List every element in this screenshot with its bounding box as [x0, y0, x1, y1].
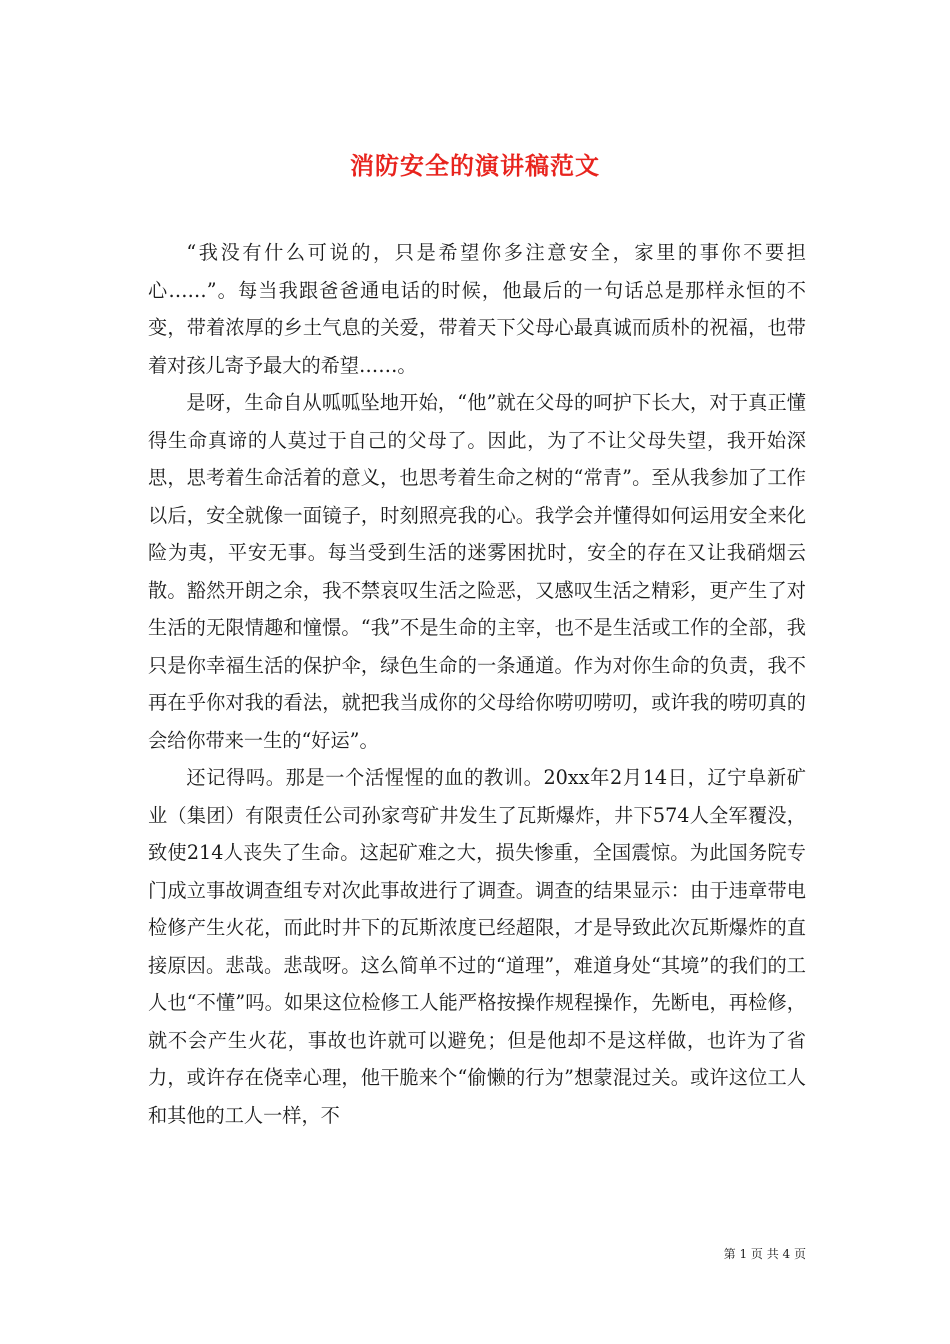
paragraph-3: 还记得吗。那是一个活惺惺的血的教训。20xx年2月14日，辽宁阜新矿业（集团）有限责任公司孙家弯矿井发生了瓦斯爆炸，井下574人全军覆没，致使214人丧失了生命。这起矿难之大，损失惨重，全国震惊。为此国务院专门成立事故调查组专对次此事故进行了调查。调查的结果显示：由于违章带电检修产生火花，而此时井下的瓦斯浓度已经超限，才是导致此次瓦斯爆炸的直接原因。悲哉。悲哉呀。这么简单不过的“道理”，难道身处“其境”的我们的工人也“不懂”吗。如果这位检修工人能严格按操作规程操作，先断电，再检修，就不会产生火花，事故也许就可以避免；但是他却不是这样做，也许为了省力，或许存在侥幸心理，他干脆来个“偷懒的行为”想蒙混过关。或许这位工人和其他的工人一样，不 [148, 766, 806, 1127]
paragraph-1: “我没有什么可说的，只是希望你多注意安全，家里的事你不要担心……”。每当我跟爸爸通电话的时候，他最后的一句话总是那样永恒的不变，带着浓厚的乡土气息的关爱，带着天下父母心最真诚而质朴的祝福，也带着对孩儿寄予最大的希望……。 [148, 241, 806, 377]
page-title: 消防安全的演讲稿范文 [350, 151, 600, 181]
paragraph-2: 是呀，生命自从呱呱坠地开始，“他”就在父母的呵护下长大，对于真正懂得生命真谛的人莫过于自己的父母了。因此，为了不让父母失望，我开始深思，思考着生命活着的意义，也思考着生命之树的“常青”。至从我参加了工作以后，安全就像一面镜子，时刻照亮我的心。我学会并懂得如何运用安全来化险为夷，平安无事。每当受到生活的迷雾困扰时，安全的存在又让我硝烟云散。豁然开朗之余，我不禁哀叹生活之险恶，又感叹生活之精彩，更产生了对生活的无限情趣和憧憬。“我”不是生命的主宰，也不是生活或工作的全部，我只是你幸福生活的保护伞，绿色生命的一条通道。作为对你生命的负责，我不再在乎你对我的看法，就把我当成你的父母给你唠叨唠叨，或许我的唠叨真的会给你带来一生的“好运”。 [148, 391, 806, 752]
page-number: 第 1 页 共 4 页 [723, 1247, 806, 1261]
document-body [148, 234, 806, 1134]
